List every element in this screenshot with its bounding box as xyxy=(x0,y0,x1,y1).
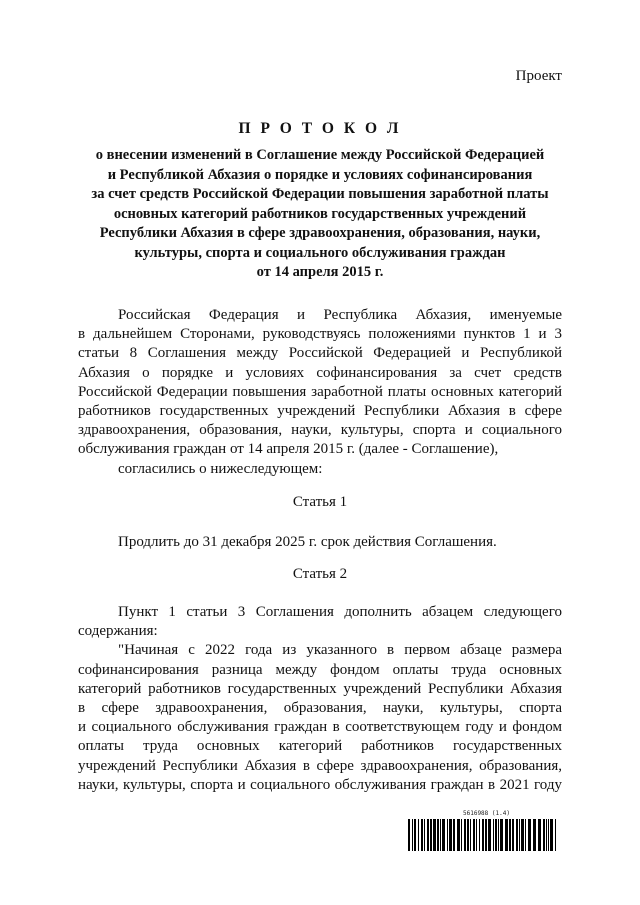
draft-label: Проект xyxy=(515,68,562,84)
preamble-line: Российской Федерации повышения заработной платы основных категорий xyxy=(78,383,562,400)
article-1-text: Продлить до 31 декабря 2025 г. срок действия Соглашения. xyxy=(118,534,497,550)
article-2-line: софинансирования разница между фондом оплаты труда основных xyxy=(78,661,562,678)
article-2-line: Пункт 1 статьи 3 Соглашения дополнить абзацем следующего xyxy=(118,604,562,620)
barcode xyxy=(408,810,558,852)
article-2-line: учреждений Республики Абхазия в сфере здравоохранения, образования, xyxy=(78,757,562,774)
subtitle-line: от 14 апреля 2015 г. xyxy=(256,264,384,280)
barcode-number: 5616988 (1.4) xyxy=(463,810,510,817)
preamble-line: в дальнейшем Сторонами, руководствуясь положениями пунктов 1 и 3 xyxy=(78,326,562,343)
article-2-line: и социального обслуживания граждан в соответствующем году и фондом xyxy=(78,719,562,736)
article-1-paragraph xyxy=(78,533,562,552)
article-2-line: категорий работников государственных учреждений Республики Абхазия xyxy=(78,680,562,697)
preamble-line: согласились о нижеследующем: xyxy=(118,460,323,477)
article-2-paragraph xyxy=(78,603,562,795)
document-title: П Р О Т О К О Л xyxy=(238,120,402,137)
preamble-line: работников государственных учреждений Республики Абхазия в сфере xyxy=(78,403,562,420)
preamble-line: здравоохранения, образования, науки, культуры, спорта и социального xyxy=(78,422,562,439)
preamble-line: Российская Федерация и Республика Абхазия, именуемые xyxy=(118,307,562,323)
article-1-heading: Статья 1 xyxy=(292,494,348,510)
subtitle-line: и Республикой Абхазия о порядке и условиях софинансирования xyxy=(107,166,533,183)
barcode-bars xyxy=(408,819,558,851)
article-2-line: содержания: xyxy=(78,623,158,640)
preamble-line: статьи 8 Соглашения между Российской Федерацией и Республикой xyxy=(78,345,562,362)
preamble-paragraph xyxy=(78,306,562,479)
article-2-line: науки, культуры, спорта и социального обслуживания граждан в 2021 году xyxy=(78,776,562,793)
article-2-line: в сфере здравоохранения, образования, науки, культуры, спорта xyxy=(78,700,562,717)
article-2-heading: Статья 2 xyxy=(292,566,348,582)
subtitle-line: основных категорий работников государственных учреждений xyxy=(113,205,527,222)
article-2-line: "Начиная с 2022 года из указанного в первом абзаце размера xyxy=(118,642,562,659)
subtitle-line: за счет средств Российской Федерации повышения заработной платы xyxy=(91,186,549,202)
subtitle-line: о внесении изменений в Соглашение между Российской Федерацией xyxy=(95,147,545,163)
article-2-line: оплаты труда основных категорий работников государственных xyxy=(78,738,562,755)
preamble-line: обслуживания граждан от 14 апреля 2015 г. (далее - Соглашение), xyxy=(78,441,499,458)
subtitle-line: Республики Абхазия в сфере здравоохранения, образования, науки, xyxy=(99,225,541,241)
subtitle-line: культуры, спорта и социального обслуживания граждан xyxy=(134,244,506,261)
preamble-line: Абхазия о порядке и условиях софинансирования за счет средств xyxy=(78,364,562,381)
document-subtitle xyxy=(60,146,580,283)
